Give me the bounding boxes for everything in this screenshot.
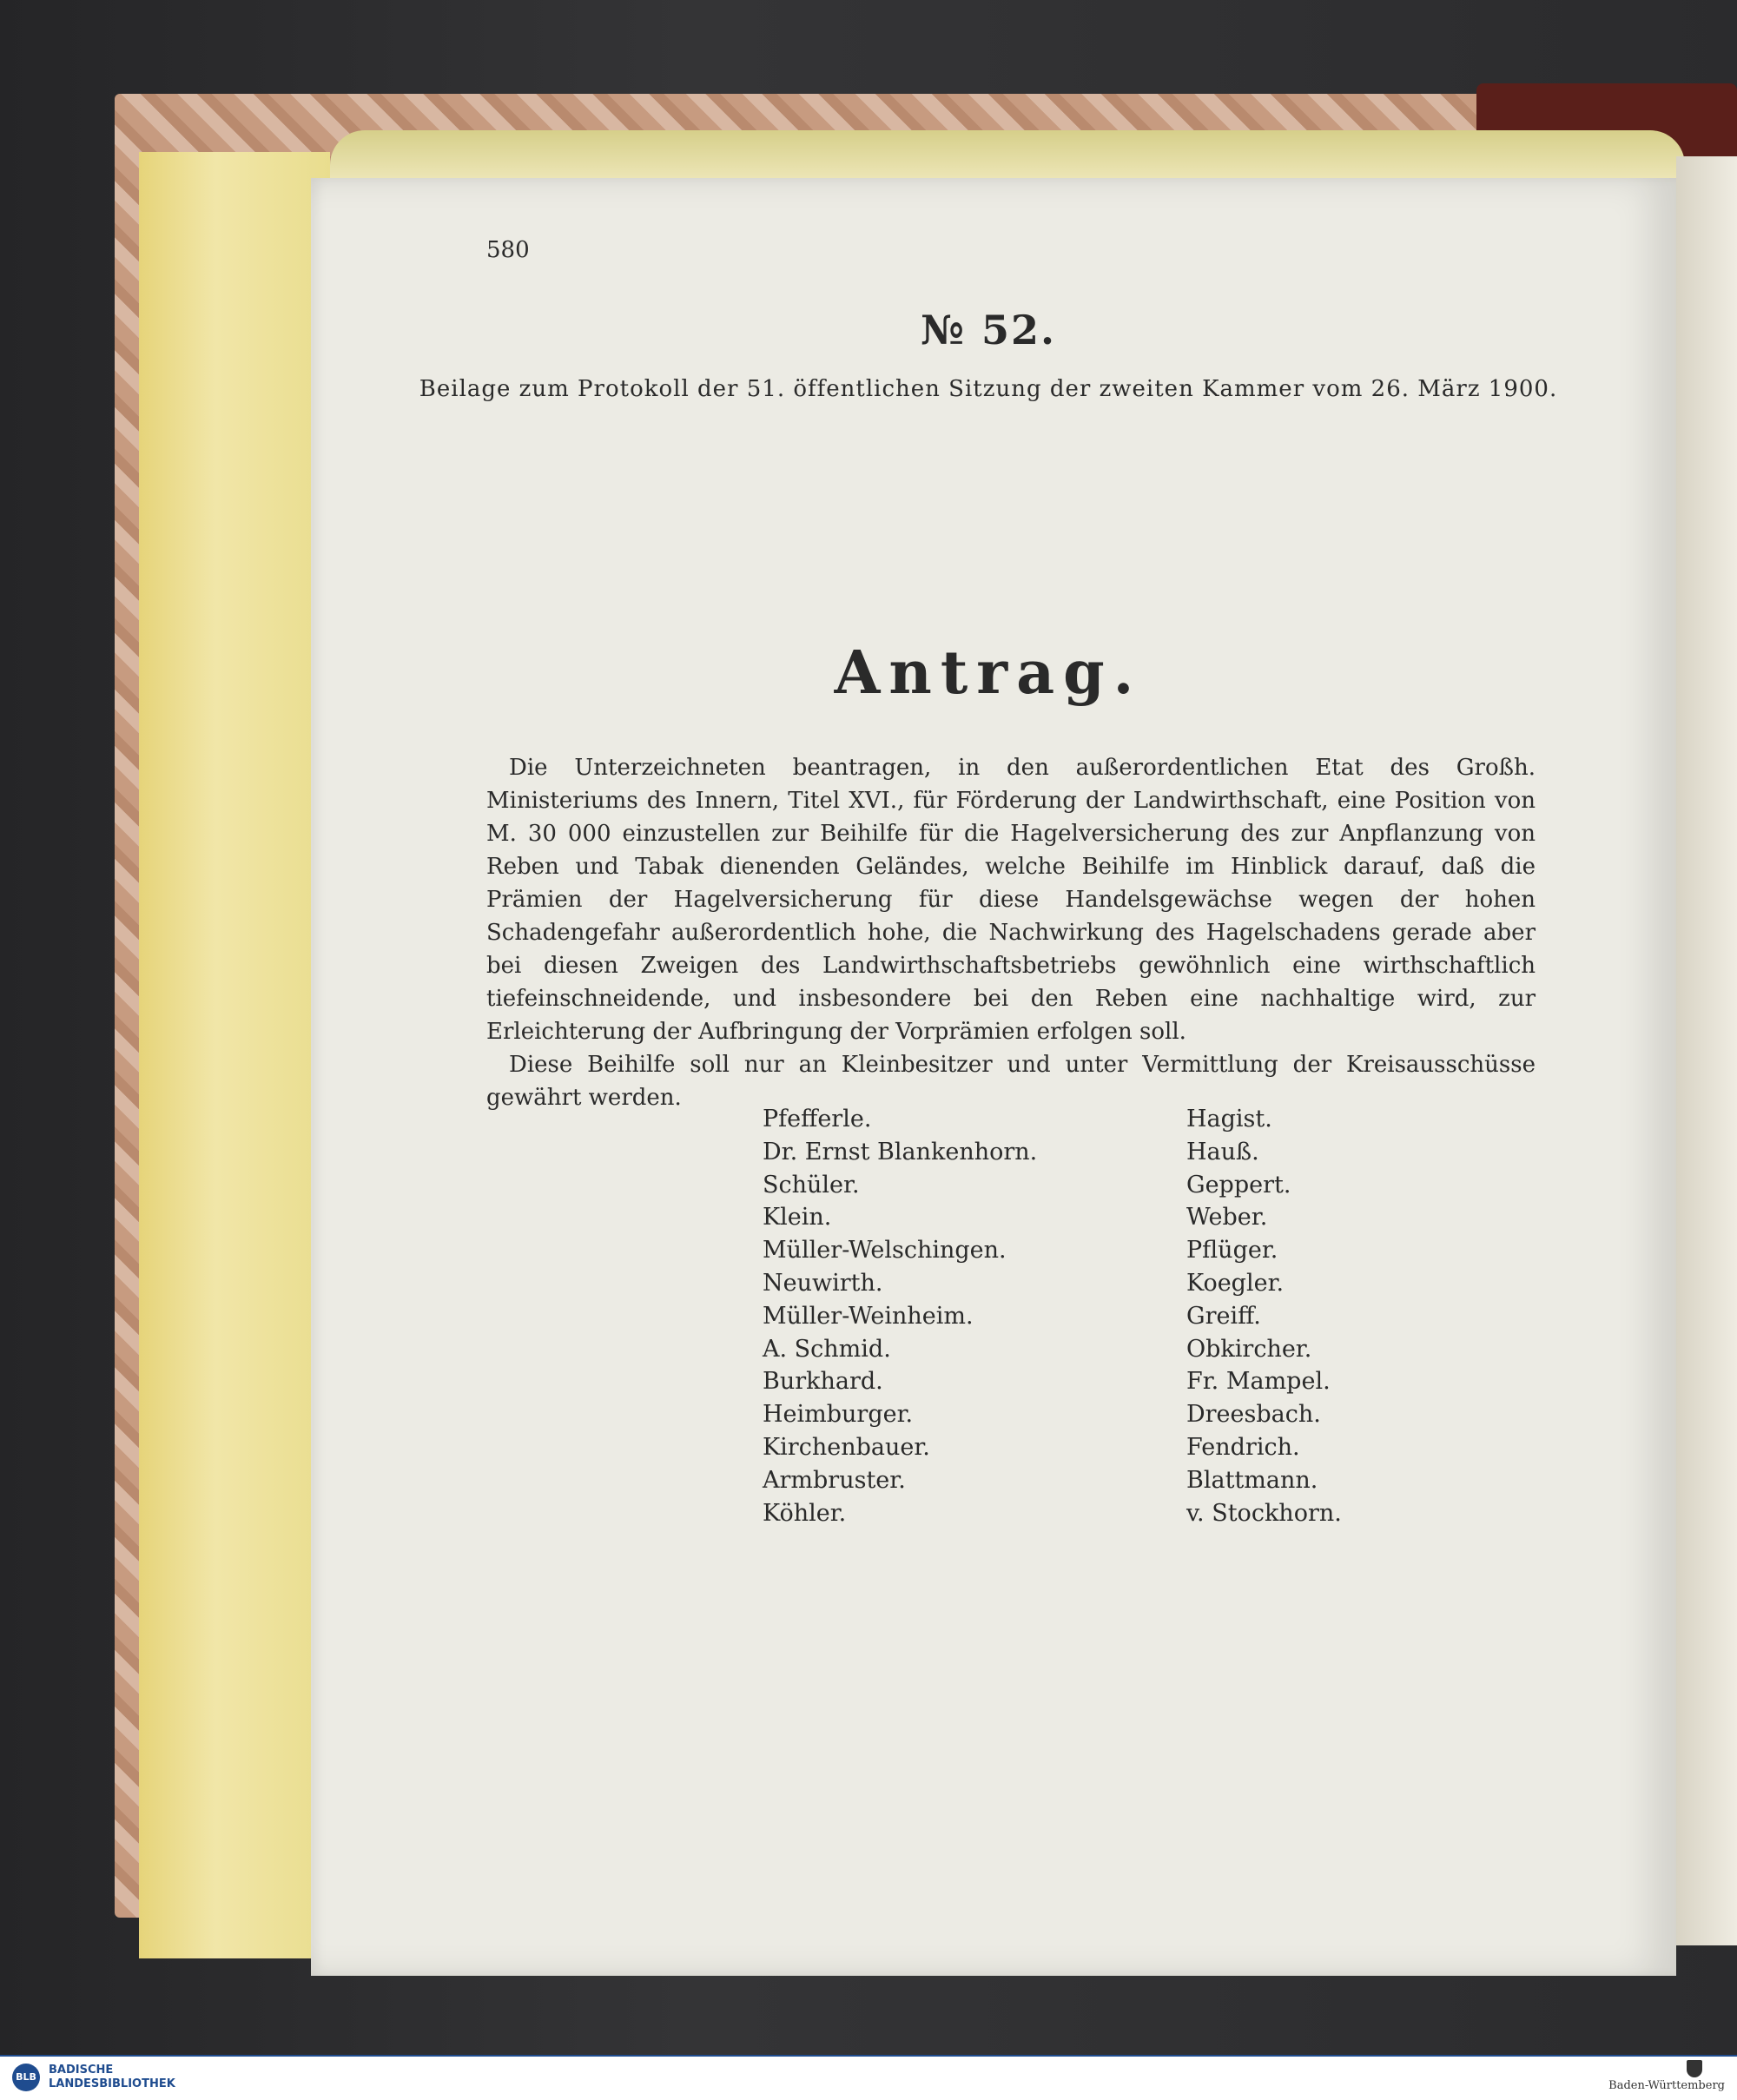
page-heading: Antrag. xyxy=(834,638,1143,708)
page-block-edge xyxy=(139,152,330,1958)
signatory-name: Schüler. xyxy=(763,1171,860,1199)
document-number: № 52. xyxy=(920,307,1057,353)
signatory-name: v. Stockhorn. xyxy=(1186,1499,1342,1527)
paragraph: Diese Beihilfe soll nur an Kleinbesitzer und unter Vermittlung der Kreisausschüsse gewährt werden. xyxy=(486,1052,1536,1111)
library-name-line1: BADISCHE xyxy=(49,2064,114,2077)
signatory-name: Burkhard. xyxy=(763,1368,883,1396)
signatory-name: Hagist. xyxy=(1186,1106,1272,1133)
document-page xyxy=(311,178,1676,1976)
library-name[interactable] xyxy=(49,2064,175,2091)
document-subtitle: Beilage zum Protokoll der 51. öffentlichen Sitzung der zweiten Kammer vom 26. März 1900. xyxy=(419,376,1558,402)
signatory-name: A. Schmid. xyxy=(763,1335,891,1363)
signatory-name: Fendrich. xyxy=(1186,1433,1300,1461)
state-label: Baden-Württemberg xyxy=(1608,2079,1725,2092)
library-footer xyxy=(0,2055,1737,2100)
signatory-name: Dr. Ernst Blankenhorn. xyxy=(763,1138,1038,1166)
page-block-top-edge xyxy=(330,130,1685,182)
signatory-name: Müller-Welschingen. xyxy=(763,1237,1007,1265)
signatory-name: Armbruster. xyxy=(763,1466,906,1494)
page-number: 580 xyxy=(486,237,530,263)
signatories-right-column xyxy=(1186,1103,1342,1529)
signatory-name: Dreesbach. xyxy=(1186,1401,1321,1429)
signatory-name: Köhler. xyxy=(763,1499,847,1527)
signatory-name: Klein. xyxy=(763,1204,832,1232)
signatory-name: Neuwirth. xyxy=(763,1269,883,1297)
signatory-name: Kirchenbauer. xyxy=(763,1433,930,1461)
signatory-name: Obkircher. xyxy=(1186,1335,1312,1363)
blb-logo-icon[interactable]: BLB xyxy=(12,2064,40,2091)
signatory-name: Koegler. xyxy=(1186,1269,1285,1297)
signatory-name: Weber. xyxy=(1186,1204,1268,1232)
signatory-name: Müller-Weinheim. xyxy=(763,1302,974,1330)
library-name-line2: LANDESBIBLIOTHEK xyxy=(49,2077,175,2090)
signatories-left-column xyxy=(763,1103,1037,1529)
signatory-name: Fr. Mampel. xyxy=(1186,1368,1331,1396)
paragraph: Die Unterzeichneten beantragen, in den außerordentlichen Etat des Großh. Ministeriums des Innern, Titel XVI., für Förderung der Landwirthschaft, eine Position von M. 30 000 einzustellen zur Beihilfe für die Hagelversicherung des zur Anpflanzung von Reben und Tabak dienenden Geländes, welche Beihilfe im Hinblick darauf, daß die Prämien der Hagelversicherung für diese Handelsgewächse wegen der hohen Schadengefahr außerordentlich hohe, die Nachwirkung des Hagelschadens gerade aber bei diesen Zweigen des Landwirthschaftsbetriebs gewöhnlich eine wirthschaftlich tiefeinschneidende, und insbesondere bei den Reben eine nachhaltige wird, zur Erleichterung der Aufbringung der Vorprämien erfolgen soll. xyxy=(486,755,1536,1045)
signatory-name: Greiff. xyxy=(1186,1302,1261,1330)
state-crest-icon xyxy=(1687,2060,1702,2077)
facing-page-edge xyxy=(1676,156,1737,1945)
body-text xyxy=(486,751,1536,1114)
signatory-name: Heimburger. xyxy=(763,1401,914,1429)
signatory-name: Pflüger. xyxy=(1186,1237,1278,1265)
signatory-name: Pfefferle. xyxy=(763,1106,872,1133)
signatory-name: Hauß. xyxy=(1186,1138,1259,1166)
signatory-name: Geppert. xyxy=(1186,1171,1291,1199)
signatory-name: Blattmann. xyxy=(1186,1466,1318,1494)
